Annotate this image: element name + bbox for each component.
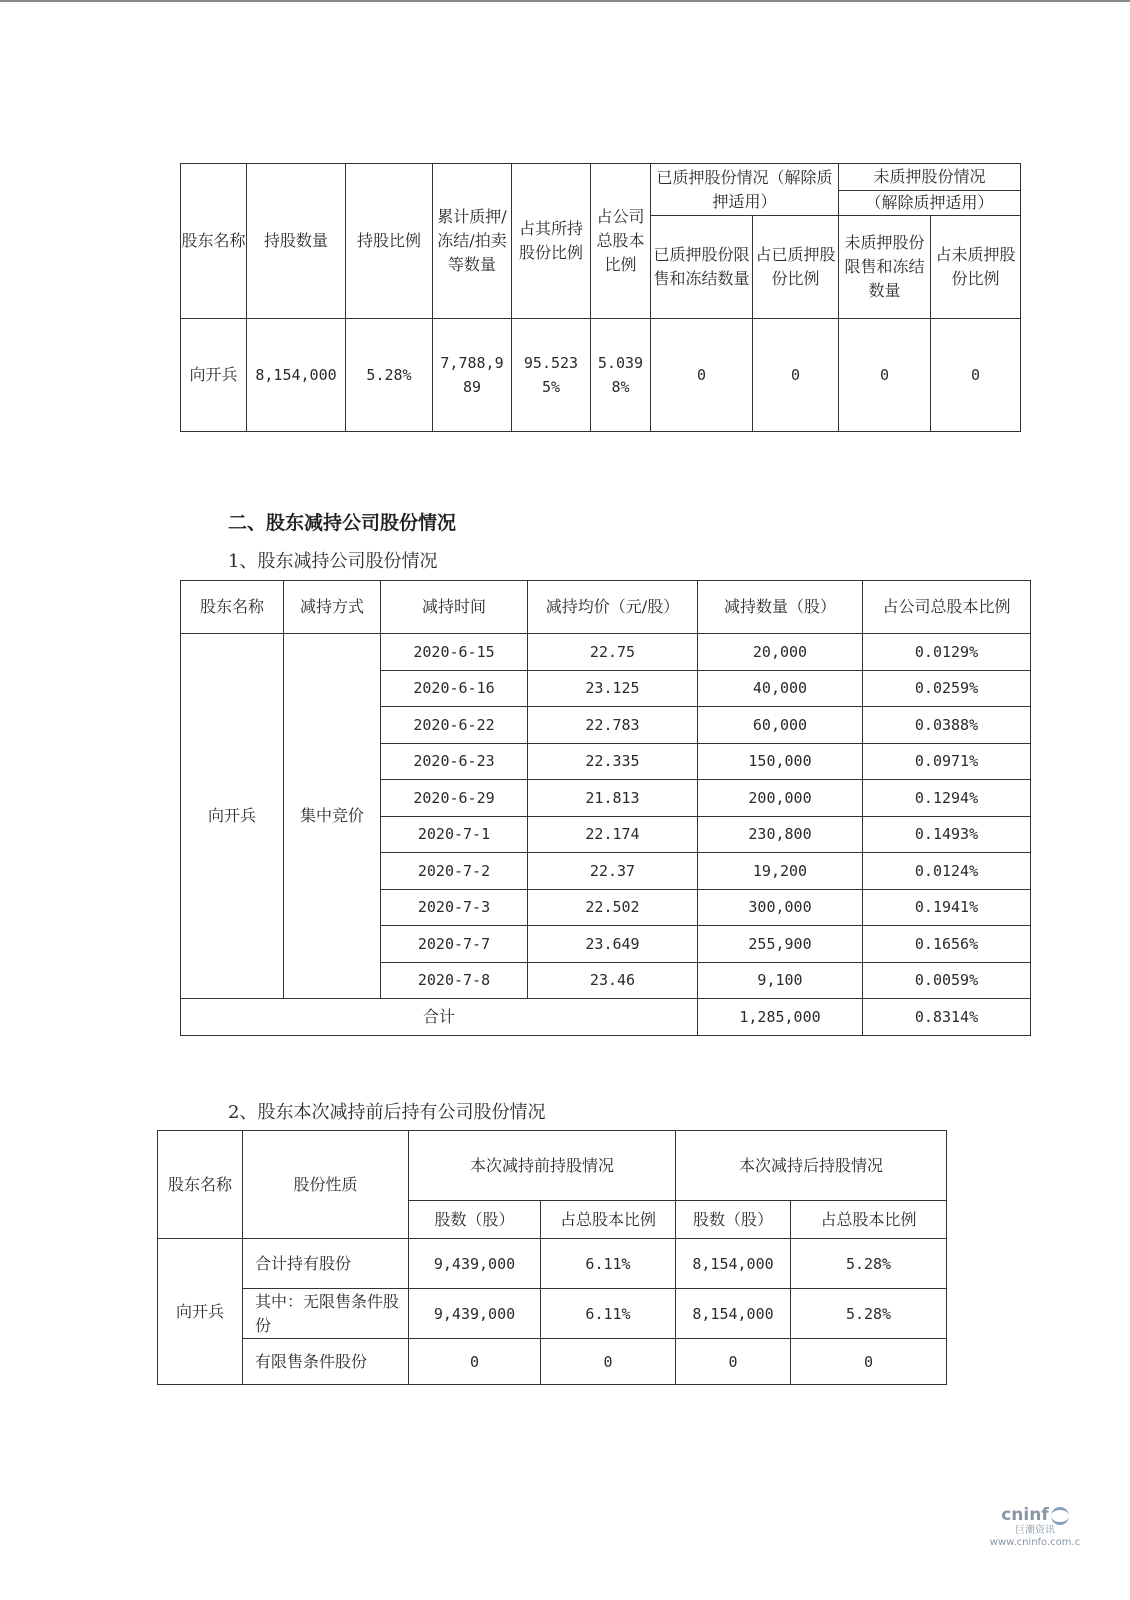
cell-price: 22.75 — [528, 634, 698, 671]
cell-pct-of-total: 5.0398% — [591, 319, 651, 432]
cell-qty: 300,000 — [698, 889, 863, 926]
cell-price: 22.783 — [528, 707, 698, 744]
cell-price: 23.46 — [528, 962, 698, 999]
header-unpledged-restricted: 未质押股份限售和冻结数量 — [839, 216, 931, 319]
header-pledged-group: 已质押股份情况（解除质押适用） — [651, 164, 839, 216]
header-before-ratio: 占总股本比例 — [541, 1201, 676, 1239]
cell-price: 23.649 — [528, 926, 698, 963]
header-pledged-total: 累计质押/冻结/拍卖等数量 — [433, 164, 512, 319]
cell-shares: 8,154,000 — [247, 319, 346, 432]
cell-method: 集中竞价 — [284, 634, 381, 999]
cell-unpledged-ratio: 0 — [931, 319, 1021, 432]
cell-date: 2020-7-2 — [381, 853, 528, 890]
cell-before-ratio: 6.11% — [541, 1239, 676, 1289]
total-label: 合计 — [181, 999, 698, 1036]
header-unpledged-group-line1: 未质押股份情况 — [839, 164, 1021, 191]
cell-qty: 150,000 — [698, 743, 863, 780]
cell-qty: 40,000 — [698, 670, 863, 707]
cell-pct: 0.1294% — [863, 780, 1031, 817]
cell-date: 2020-6-23 — [381, 743, 528, 780]
cell-unpledged-restricted: 0 — [839, 319, 931, 432]
cell-after-ratio: 5.28% — [791, 1289, 947, 1339]
header-pct-of-total: 占公司总股本比例 — [591, 164, 651, 319]
header-name: 股东名称 — [181, 164, 247, 319]
header-after-shares: 股数（股） — [676, 1201, 791, 1239]
cell-qty: 230,800 — [698, 816, 863, 853]
cell-price: 23.125 — [528, 670, 698, 707]
header-method: 减持方式 — [284, 581, 381, 634]
scan-edge — [0, 0, 1130, 2]
header-name: 股东名称 — [181, 581, 284, 634]
header-after-ratio: 占总股本比例 — [791, 1201, 947, 1239]
header-before-shares: 股数（股） — [409, 1201, 541, 1239]
cninfo-watermark — [975, 1505, 1095, 1549]
cell-date: 2020-6-15 — [381, 634, 528, 671]
cell-pct: 0.0388% — [863, 707, 1031, 744]
cell-date: 2020-7-1 — [381, 816, 528, 853]
cell-after-shares: 8,154,000 — [676, 1289, 791, 1339]
watermark-logo-text: cninf — [1001, 1505, 1049, 1525]
cell-date: 2020-7-7 — [381, 926, 528, 963]
table-row — [158, 1339, 947, 1385]
table-row — [181, 319, 1021, 432]
header-pct: 占公司总股本比例 — [863, 581, 1031, 634]
cell-pct: 0.0059% — [863, 962, 1031, 999]
header-name: 股东名称 — [158, 1131, 243, 1239]
header-qty: 减持数量（股） — [698, 581, 863, 634]
section-title: 二、股东减持公司股份情况 — [228, 512, 457, 534]
cell-before-shares: 9,439,000 — [409, 1239, 541, 1289]
cell-pct-of-holdings: 95.5235% — [512, 319, 591, 432]
cell-ratio: 5.28% — [346, 319, 433, 432]
cell-qty: 60,000 — [698, 707, 863, 744]
total-qty: 1,285,000 — [698, 999, 863, 1036]
cell-name: 向开兵 — [181, 634, 284, 999]
cell-date: 2020-7-3 — [381, 889, 528, 926]
header-price: 减持均价（元/股） — [528, 581, 698, 634]
header-ratio: 持股比例 — [346, 164, 433, 319]
watermark-cn: 巨潮资讯 — [1015, 1525, 1055, 1536]
cell-pledged-restricted: 0 — [651, 319, 753, 432]
cell-qty: 19,200 — [698, 853, 863, 890]
cninfo-logo-icon — [1051, 1507, 1069, 1525]
header-shares: 持股数量 — [247, 164, 346, 319]
header-unpledged-group-line2: （解除质押适用） — [839, 191, 1021, 216]
cell-after-ratio: 5.28% — [791, 1239, 947, 1289]
header-pct-of-holdings: 占其所持股份比例 — [512, 164, 591, 319]
cell-before-ratio: 0 — [541, 1339, 676, 1385]
cell-name: 向开兵 — [158, 1239, 243, 1385]
reduction-details-table — [180, 580, 1031, 1036]
header-nature: 股份性质 — [243, 1131, 409, 1239]
table-row — [158, 1239, 947, 1289]
table-row — [181, 634, 1031, 671]
subsection-title-1: 1、股东减持公司股份情况 — [228, 551, 438, 572]
cell-nature: 有限售条件股份 — [243, 1339, 409, 1385]
cell-pct: 0.1941% — [863, 889, 1031, 926]
cell-name: 向开兵 — [181, 319, 247, 432]
cell-before-ratio: 6.11% — [541, 1289, 676, 1339]
cell-pct: 0.1493% — [863, 816, 1031, 853]
watermark-url: www.cninfo.com.c — [989, 1537, 1081, 1548]
cell-date: 2020-7-8 — [381, 962, 528, 999]
cell-nature: 合计持有股份 — [243, 1239, 409, 1289]
cell-date: 2020-6-29 — [381, 780, 528, 817]
cell-price: 22.335 — [528, 743, 698, 780]
cell-pledged-total: 7,788,989 — [433, 319, 512, 432]
cell-price: 22.37 — [528, 853, 698, 890]
cell-nature: 其中：无限售条件股份 — [243, 1289, 409, 1339]
total-row — [181, 999, 1031, 1036]
cell-date: 2020-6-16 — [381, 670, 528, 707]
cell-date: 2020-6-22 — [381, 707, 528, 744]
cell-price: 22.502 — [528, 889, 698, 926]
table-row — [158, 1289, 947, 1339]
cell-qty: 20,000 — [698, 634, 863, 671]
cell-price: 22.174 — [528, 816, 698, 853]
holdings-before-after-table — [157, 1130, 947, 1385]
header-date: 减持时间 — [381, 581, 528, 634]
cell-price: 21.813 — [528, 780, 698, 817]
total-pct: 0.8314% — [863, 999, 1031, 1036]
cell-after-shares: 8,154,000 — [676, 1239, 791, 1289]
cell-pct: 0.1656% — [863, 926, 1031, 963]
cell-qty: 255,900 — [698, 926, 863, 963]
header-pledged-ratio: 占已质押股份比例 — [753, 216, 839, 319]
cell-before-shares: 0 — [409, 1339, 541, 1385]
header-pledged-restricted: 已质押股份限售和冻结数量 — [651, 216, 753, 319]
header-unpledged-ratio: 占未质押股份比例 — [931, 216, 1021, 319]
subsection-title-2: 2、股东本次减持前后持有公司股份情况 — [228, 1102, 546, 1123]
pledge-status-table — [180, 163, 1021, 432]
cell-pct: 0.0129% — [863, 634, 1031, 671]
cell-before-shares: 9,439,000 — [409, 1289, 541, 1339]
cell-qty: 9,100 — [698, 962, 863, 999]
cell-pct: 0.0971% — [863, 743, 1031, 780]
cell-pledged-ratio: 0 — [753, 319, 839, 432]
cell-pct: 0.0124% — [863, 853, 1031, 890]
header-before: 本次减持前持股情况 — [409, 1131, 676, 1201]
cell-after-ratio: 0 — [791, 1339, 947, 1385]
cell-pct: 0.0259% — [863, 670, 1031, 707]
cell-after-shares: 0 — [676, 1339, 791, 1385]
cell-qty: 200,000 — [698, 780, 863, 817]
header-after: 本次减持后持股情况 — [676, 1131, 947, 1201]
